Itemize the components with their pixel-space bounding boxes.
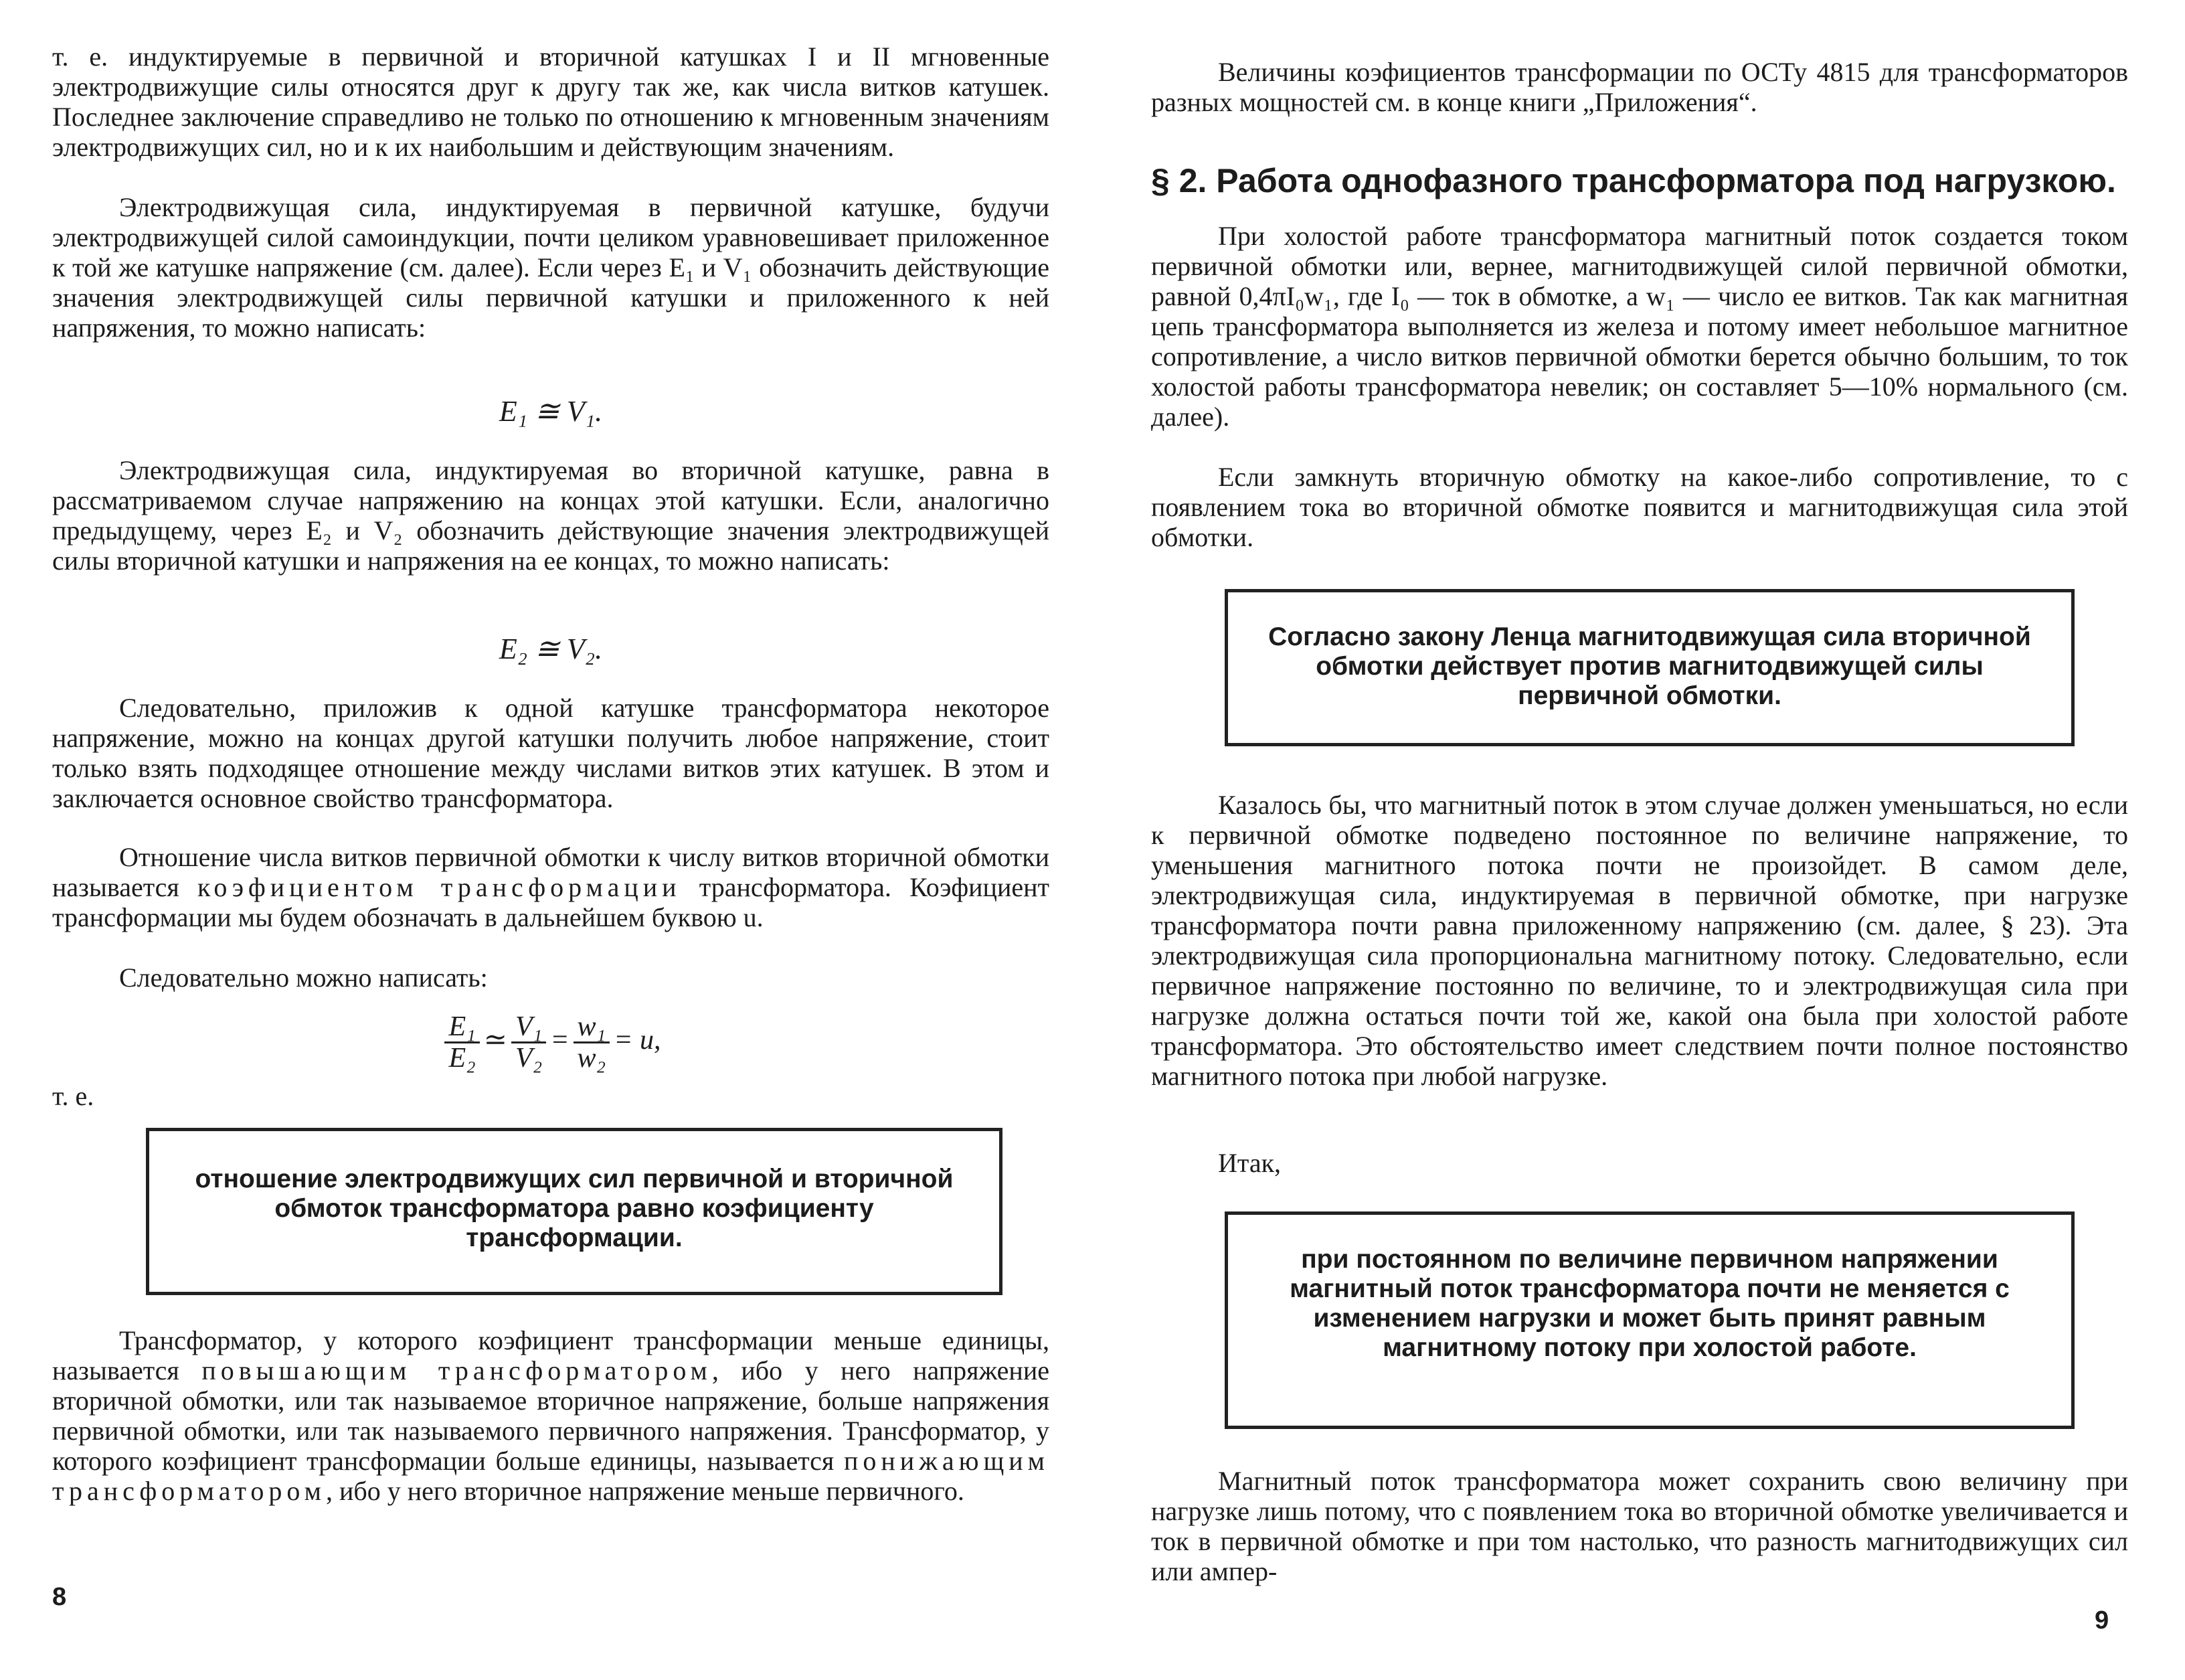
right-paragraph-4: Казалось бы, что магнитный поток в этом случае должен уменьшаться, но если к первичной обмотке подведено постоянное по величине напряжение, то уменьшения магнитного потока почти не произойдет. В самом деле, электродвижущая сила, индуктируемая в первичной обмотке, при нагрузке трансформатора почти равна приложенному напряжению (см. далее, § 23). Эта электродвижущая сила пропорциональна магнитному потоку. Следовательно, если первичное напряжение постоянно по величине, то и электродвижущая сила при нагрузке должна остаться почти той же, какой она была при холостой работе трансформатора. Это обстоятельство имеет следствием почти полное постоянство магнитного потока при любой нагрузке. (1151, 790, 2128, 1091)
left-paragraph-7: Трансформатор, у которого коэфициент трансформации меньше единицы, называется повышающим трансформатором, ибо у него напряжение вторичной обмотки, или так называемое вторичное напряжение, больше напряжения первичной обмотки, или так называемого первичного напряжения. Трансформатор, у которого коэфициент трансформации больше единицы, называется понижающим трансформатором, ибо у него вторичное напряжение меньше первичного. (52, 1325, 1049, 1506)
fraction-e: $\frac{\text{E₁}}{\text{E₂}}$ (444, 1012, 479, 1073)
right-paragraph-2: При холостой работе трансформатора магнитный поток создается током первичной обмотки или, вернее, магнитодвижущей силой первичной обмотки, равной 0,4πI₀w₁, где I₀ — ток в обмотке, а w₁ — число ее витков. Так как магнитная цепь трансформатора выполняется из железа и потому имеет небольшое магнитное сопротивление, а число витков первичной обмотки берется обычно большим, то ток холостой работы трансформатора невелик; он составляет 5—10% нормального (см. далее). (1151, 221, 2128, 432)
rule-box-left: отношение электродвижущих сил первичной и вторичной обмоток трансформатора равно коэфициенту трансформации. (146, 1128, 1002, 1295)
rule-box-constant-flux: при постоянном по величине первичном напряжении магнитный поток трансформатора почти не меняется с изменением нагрузки и может быть принят равным магнитному потоку при холостой работе. (1225, 1211, 2075, 1429)
left-paragraph-1: т. е. индуктируемые в первичной и вторичной катушках I и II мгновенные электродвижущие силы относятся друг к другу так же, как числа витков катушек. Последнее заключение справедливо не только по отношению к мгновенным значениям электродвижущих сил, но и к их наибольшим и действующим значениям. (52, 41, 1049, 162)
te-label: т. е. (52, 1081, 94, 1111)
right-page (1151, 0, 2128, 1680)
right-paragraph-5: Итак, (1218, 1148, 1282, 1178)
left-paragraph-4: Следовательно, приложив к одной катушке трансформатора некоторое напряжение, можно на концах другой катушки получить любое напряжение, стоит только взять подходящее отношение между числами витков этих катушек. В этом и заключается основное свойство трансформатора. (52, 693, 1049, 813)
right-paragraph-3: Если замкнуть вторичную обмотку на какое-либо сопротивление, то с появлением тока во вторичной обмотке появится и магнитодвижущая сила этой обмотки. (1151, 462, 2128, 552)
p5-text-a: Отношение числа витков первичной обмотки к числу витков вторичной обмотки называется (52, 842, 1049, 902)
right-paragraph-6: Магнитный поток трансформатора может сохранить свою величину при нагрузке лишь потому, что с появлением тока во вторичной обмотке увеличивается и ток в первичной обмотке и при том настолько, что разность магнитодвижущих сил или ампер- (1151, 1466, 2128, 1586)
term-step-up: повышающим трансформатором (201, 1355, 712, 1385)
p5-spaced-term: коэфициентом трансформации (197, 872, 681, 902)
left-page (52, 0, 1049, 1680)
equation-ratio: $\frac{\text{E₁}}{\text{E₂}}$ ≃ $\frac{\text{V₁}}{\text{V₂}}$ = $\frac{\text{w₁}}{\text{w₂}}$ = u, (52, 1012, 1049, 1073)
term-step-down: понижающим трансформатором (52, 1446, 1049, 1506)
p5-text-b: трансформатора. Коэфициент трансформации мы будем обозначать в дальнейшем буквою u. (52, 872, 1049, 932)
equation-e2-v2: E₂ ≅ V₂. (499, 633, 603, 665)
page-number-right: 9 (2095, 1606, 2109, 1634)
equation-e1-v1: E₁ ≅ V₁. (499, 395, 603, 428)
page-number-left: 8 (52, 1583, 67, 1611)
fraction-v: $\frac{\text{V₁}}{\text{V₂}}$ (511, 1012, 546, 1073)
right-paragraph-1: Величины коэфициентов трансформации по ОСТу 4815 для трансформаторов разных мощностей см. в конце книги „Приложения“. (1151, 57, 2128, 117)
rule-box-lenz: Согласно закону Ленца магнитодвижущая сила вторичной обмотки действует против магнитодвижущей силы первичной обмотки. (1225, 589, 2075, 746)
left-paragraph-5 (52, 842, 1049, 932)
section-heading: § 2. Работа однофазного трансформатора под нагрузкою. (1151, 162, 2116, 199)
fraction-w: $\frac{\text{w₁}}{\text{w₂}}$ (574, 1012, 610, 1073)
left-paragraph-2: Электродвижущая сила, индуктируемая в первичной катушке, будучи электродвижущей силой самоиндукции, почти целиком уравновешивает приложенное к той же катушке напряжение (см. далее). Если через E₁ и V₁ обозначить действующие значения электродвижущей силы первичной катушки и приложенного к ней напряжения, то можно написать: (52, 192, 1049, 343)
left-paragraph-3: Электродвижущая сила, индуктируемая во вторичной катушке, равна в рассматриваемом случае напряжению на концах этой катушки. Если, аналогично предыдущему, через E₂ и V₂ обозначить действующие значения электродвижущей силы вторичной катушки и напряжения на ее концах, то можно написать: (52, 455, 1049, 576)
left-paragraph-6: Следовательно можно написать: (119, 962, 488, 993)
